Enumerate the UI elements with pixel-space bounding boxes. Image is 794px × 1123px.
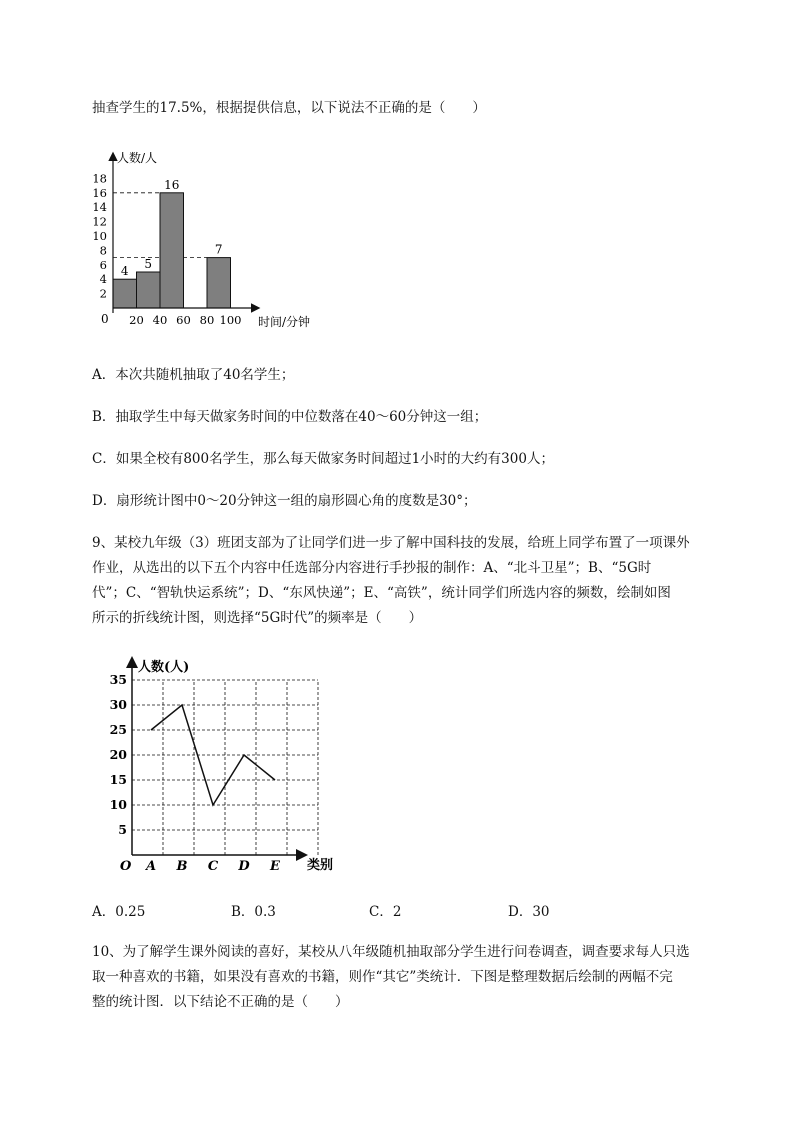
y-tick-label: 6 (99, 257, 107, 272)
q8-option-d: D．扇形统计图中0～20分钟这一组的扇形圆心角的度数是30°； (92, 493, 477, 509)
y-tick-label: 14 (92, 200, 107, 215)
q9-option-a: A．0.25 (92, 904, 146, 920)
y-tick-label: 5 (118, 822, 127, 837)
x-tick-label: 20 (129, 313, 144, 327)
y-tick-label: 2 (99, 286, 107, 301)
q8-option-c: C．如果全校有800名学生，那么每天做家务时间超过1小时的大约有300人； (92, 451, 554, 467)
y-axis-label: 人数(人) (138, 660, 190, 675)
y-tick-label: 20 (110, 747, 127, 762)
line-chart (110, 655, 370, 875)
x-tick-label: 60 (176, 313, 191, 327)
x-category-label: B (176, 859, 188, 874)
q10-line-3: 整的统计图．以下结论不正确的是（ ） (92, 994, 349, 1010)
origin-label: 0 (101, 312, 109, 326)
x-category-label: C (207, 859, 219, 874)
q9-line-1: 9、某校九年级（3）班团支部为了让同学们进一步了解中国科技的发展，给班上同学布置了一项课外 (92, 535, 690, 551)
q8-stem-tail: 抽查学生的17.5%，根据提供信息，以下说法不正确的是（ ） (92, 100, 486, 116)
y-tick-label: 35 (110, 672, 127, 687)
y-tick-label: 4 (99, 272, 107, 287)
q9-option-b: B．0.3 (231, 904, 276, 920)
histogram-bar (113, 279, 137, 308)
bar-value-label: 7 (214, 242, 223, 257)
y-tick-label: 30 (110, 697, 127, 712)
q9-option-c: C．2 (369, 904, 402, 920)
x-tick-label: 40 (152, 313, 168, 327)
y-axis-label: 人数/人 (117, 151, 158, 165)
y-tick-label: 15 (110, 772, 127, 787)
origin-label: O (120, 859, 132, 874)
bar-value-label: 16 (164, 177, 180, 192)
x-category-label: A (145, 859, 157, 874)
histogram-bar (207, 258, 231, 308)
y-tick-label: 12 (92, 214, 107, 229)
q9-option-d: D．30 (508, 904, 550, 920)
histogram-bar (160, 193, 184, 308)
q10-line-1: 10、为了解学生课外阅读的喜好，某校从八年级随机抽取部分学生进行问卷调查，调查要求每人只选 (92, 944, 690, 960)
y-tick-label: 10 (110, 797, 127, 812)
q8-option-b: B．抽取学生中每天做家务时间的中位数落在40～60分钟这一组； (92, 409, 488, 425)
y-tick-label: 18 (92, 171, 107, 186)
x-axis-label: 时间/分钟 (258, 315, 311, 329)
bar-value-label: 4 (120, 264, 129, 279)
histogram-bar (137, 272, 161, 308)
y-tick-label: 8 (99, 243, 107, 258)
y-tick-label: 16 (92, 185, 107, 200)
bar-value-label: 5 (144, 257, 153, 271)
q8-option-a: A．本次共随机抽取了40名学生； (92, 367, 295, 383)
q9-line-3: 代”；C、“智轨快运系统”；D、“东风快递”；E、“高铁”，统计同学们所选内容的频数，绘制如图 (92, 585, 671, 601)
y-tick-label: 25 (110, 722, 127, 737)
x-category-label: D (238, 859, 250, 874)
q10-line-2: 取一种喜欢的书籍，如果没有喜欢的书籍，则作“其它”类统计．下图是整理数据后绘制的两幅不完 (92, 969, 673, 985)
histogram-chart (88, 148, 328, 333)
y-tick-label: 10 (92, 229, 107, 243)
x-category-label: E (270, 859, 280, 874)
q9-line-4: 所示的折线统计图，则选择“5G时代”的频率是（ ） (92, 610, 423, 626)
x-axis-label: 类别 (307, 858, 334, 873)
x-tick-label: 80 (199, 313, 215, 327)
x-tick-label: 100 (219, 313, 242, 327)
q9-line-2: 作业，从选出的以下五个内容中任选部分内容进行手抄报的制作：A、“北斗卫星”；B、“5G时 (92, 560, 652, 576)
